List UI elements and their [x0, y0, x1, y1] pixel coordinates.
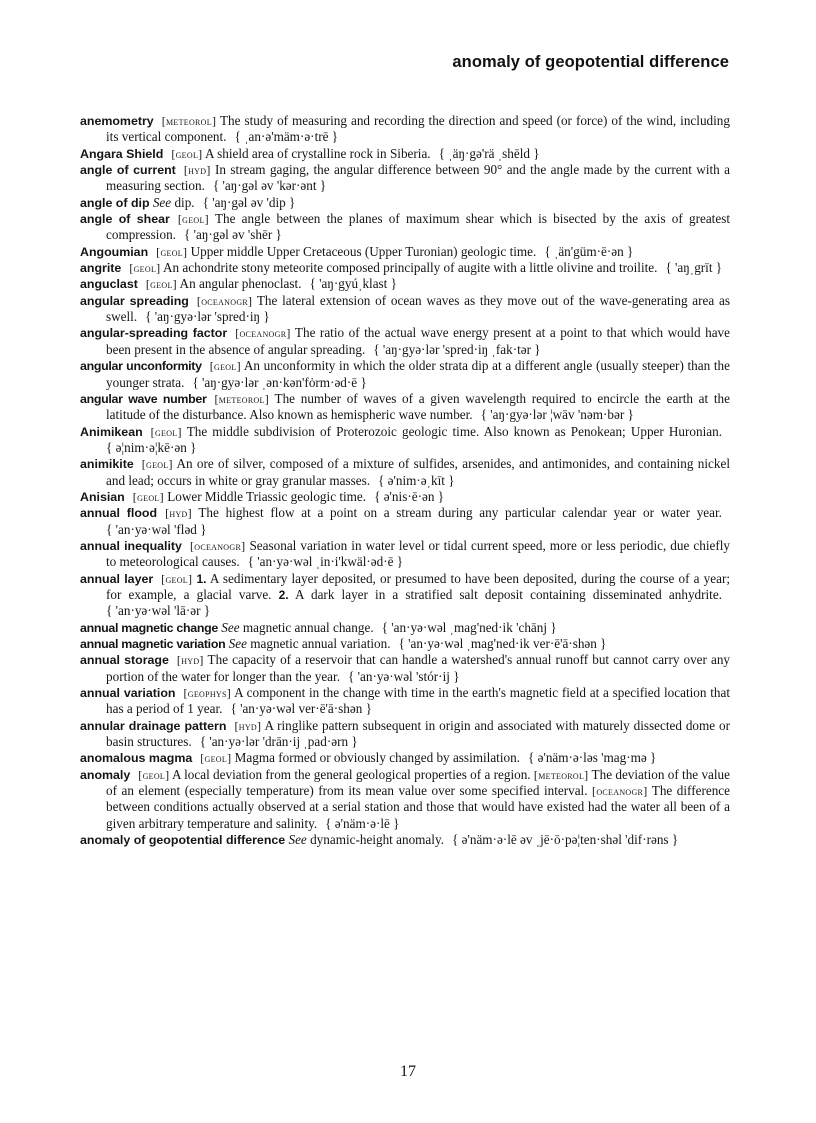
pronunciation: { ə'näm·ə·lē əv ˌjē·ō·pə¦ten·shəl 'dif·rəns }	[452, 832, 679, 848]
field-label: [geol]	[132, 489, 164, 504]
pronunciation: { 'aŋ·gyə·lər ¦wāv 'nəm·bər }	[480, 407, 634, 423]
pronunciation: { 'an·yə·wəl ˌmag'ned·ik ver·ē'ā·shən }	[398, 636, 607, 651]
definition: The lateral extension of ocean waves as they move out of the wave-generating area as swell.	[106, 292, 730, 325]
see-reference-label: See	[228, 636, 247, 651]
pronunciation: { ˌan·ə'mäm·ə·trē }	[234, 129, 339, 145]
field-label: [oceanogr]	[196, 293, 253, 308]
field-label: [meteorol]	[533, 767, 589, 782]
pronunciation: { 'aŋ·gəl əv 'shēr }	[183, 227, 282, 243]
pronunciation: { 'aŋ·gəl əv 'dip }	[202, 194, 296, 210]
see-reference-label: See	[152, 194, 172, 210]
see-reference-label: See	[288, 832, 307, 848]
pronunciation: { 'aŋ·gəl əv 'kər·ənt }	[212, 178, 327, 194]
definition: The deviation of the value of an element (especially temperature) from its mean value over some specified interval.	[106, 766, 731, 799]
field-label: [geol]	[200, 751, 232, 766]
headword: annual flood	[80, 506, 158, 521]
dictionary-entry	[80, 260, 730, 276]
pronunciation: { 'aŋ·gyə·lər ˌən·kən'fȯrm·əd·ē }	[192, 374, 367, 390]
running-head: anomaly of geopotential difference	[452, 53, 729, 71]
pronunciation: { ˌän'güm·ē·ən }	[544, 243, 634, 259]
sense-number: 1.	[196, 571, 207, 586]
headword: anguclast	[80, 277, 138, 292]
definition: The ratio of the actual wave energy present at a point to that which would have been present in the absence of angular spreading.	[106, 325, 730, 357]
headword: annual inequality	[80, 538, 182, 553]
dictionary-entry	[80, 113, 730, 146]
dictionary-entry	[80, 750, 730, 766]
headword: Angoumian	[80, 244, 149, 259]
dictionary-entry	[80, 325, 730, 358]
definition: A sedimentary layer deposited, or presumed to have been deposited, during the course of a year; for example, a glacial varve.	[106, 570, 731, 602]
field-label: [oceanogr]	[189, 538, 246, 553]
definition: The number of waves of a given wavelength required to encircle the earth at the latitude of the disturbance. Also known as hemispheric wave number.	[106, 390, 730, 423]
definition: The angle between the planes of maximum shear which is bisected by the axis of greatest compression.	[106, 211, 730, 243]
headword: annular drainage pattern	[80, 718, 227, 733]
headword: angular-spreading factor	[80, 326, 228, 341]
dictionary-entry	[80, 244, 730, 260]
dictionary-entry	[80, 538, 730, 571]
headword: annual storage	[80, 653, 169, 668]
dictionary-entry	[80, 571, 730, 620]
field-label: [hyd]	[234, 718, 262, 733]
definition: Magma formed or obviously changed by assimilation.	[234, 750, 520, 766]
dictionary-entry	[80, 195, 730, 211]
headword: angular spreading	[80, 293, 189, 308]
headword: angle of shear	[80, 212, 170, 227]
headword: angle of dip	[80, 195, 150, 210]
sense-number: 2.	[278, 587, 289, 602]
dictionary-entry	[80, 391, 730, 424]
dictionary-entry	[80, 162, 730, 195]
field-label: [geol]	[141, 457, 173, 472]
definition: The middle subdivision of Proterozoic geologic time. Also known as Penokean; Upper Huronian.	[186, 423, 722, 439]
dictionary-entry	[80, 424, 730, 457]
pronunciation: { 'aŋ·gyə·lər 'spred·iŋ }	[145, 309, 270, 325]
field-label: [oceanogr]	[235, 326, 291, 341]
dictionary-entry	[80, 685, 730, 718]
dictionary-entry	[80, 293, 730, 326]
field-label: [hyd]	[165, 506, 192, 521]
headword: anomaly	[80, 767, 131, 782]
pronunciation: { 'an·yə·wəl 'stór·ij }	[348, 668, 460, 684]
definition: The highest flow at a point on a stream during any particular calendar year or water year.	[198, 505, 722, 521]
field-label: [geol]	[156, 244, 188, 259]
definition: An unconformity in which the older strata dip at a different angle (usually steeper) than the younger strata.	[106, 358, 731, 390]
definition: A local deviation from the general geological properties of a region.	[172, 766, 531, 782]
field-label: [meteorol]	[214, 391, 270, 406]
dictionary-entry	[80, 718, 730, 751]
pronunciation: { ə¦nim·ə¦kē·ən }	[106, 439, 197, 455]
headword: anomalous magma	[80, 751, 193, 766]
field-label: [meteorol]	[161, 114, 217, 128]
dictionary-entry	[80, 146, 730, 162]
definition: An achondrite stony meteorite composed principally of augite with a little olivine and troilite.	[163, 260, 658, 276]
pronunciation: { 'an·yə·wəl 'fləd }	[106, 521, 207, 537]
dictionary-entry	[80, 489, 730, 505]
definition: Upper middle Upper Cretaceous (Upper Turonian) geologic time.	[190, 243, 537, 259]
headword: annual magnetic variation	[80, 637, 226, 651]
definition: A shield area of crystalline rock in Siberia.	[205, 145, 431, 161]
field-label: [geol]	[145, 277, 177, 292]
field-label: [geol]	[161, 571, 193, 586]
definition: An ore of silver, composed of a mixture of sulfides, arsenides, and antimonides, and containing nickel and lead; occurs in white or gray granular masses.	[106, 456, 730, 488]
field-label: [oceanogr]	[592, 784, 648, 799]
field-label: [geol]	[177, 212, 209, 227]
headword: Angara Shield	[80, 146, 164, 161]
headword: angle of current	[80, 163, 176, 178]
definition: A ringlike pattern subsequent in origin and associated with maturely dissected dome or basin structures.	[106, 717, 730, 750]
pronunciation: { ə'nis·ē·ən }	[374, 488, 445, 504]
headword: Anisian	[80, 489, 125, 504]
dictionary-entry	[80, 505, 730, 538]
pronunciation: { 'aŋˌgrīt }	[665, 260, 723, 276]
headword: Animikean	[80, 424, 143, 439]
definition: The difference between conditions actually observed at a serial station and those that would have existed had the water all been of a given arbitrary temperature and salinity.	[106, 783, 731, 831]
pronunciation: { ə'näm·ə·lē }	[325, 815, 400, 831]
pronunciation: { 'an·yə·lər 'drān·ij ˌpad·ərn }	[199, 734, 358, 750]
cross-reference: magnetic annual variation.	[250, 636, 391, 651]
pronunciation: { 'an·yə·wəl 'lā·ər }	[106, 603, 211, 619]
headword: annual magnetic change	[80, 620, 218, 635]
dictionary-entry	[80, 358, 730, 391]
pronunciation: { ˌäŋ·gə'rä ˌshēld }	[438, 145, 540, 161]
headword: angular unconformity	[80, 359, 202, 374]
definition: A component in the change with time in the earth's magnetic field at a specified location that has a period of 1 year.	[106, 685, 730, 717]
dictionary-entry	[80, 767, 730, 832]
definition: Seasonal variation in water level or tidal current speed, more or less periodic, due chiefly to meteorological causes.	[106, 537, 731, 570]
field-label: [geol]	[209, 359, 241, 374]
field-label: [geol]	[171, 146, 203, 161]
field-label: [geophys]	[183, 686, 232, 701]
definition: The study of measuring and recording the direction and speed (or force) of the wind, including its vertical component.	[106, 113, 730, 145]
pronunciation: { 'aŋ·gyúˌklast }	[309, 276, 397, 292]
entry-list	[80, 113, 730, 848]
cross-reference: dynamic-height anomaly.	[310, 832, 444, 848]
field-label: [geol]	[129, 261, 161, 276]
cross-reference: dip.	[174, 194, 195, 210]
pronunciation: { 'an·yə·wəl ver·ē'ā·shən }	[230, 701, 372, 717]
headword: anemometry	[80, 114, 154, 128]
dictionary-entry	[80, 652, 730, 685]
pronunciation: { 'aŋ·gyə·lər 'spred·iŋ ˌfak·tər }	[373, 341, 541, 357]
pronunciation: { 'an·yə·wəl ˌmag'ned·ik 'chānj }	[381, 619, 557, 635]
pronunciation: { 'an·yə·wəl ˌin·i'kwäl·əd·ē }	[247, 554, 404, 570]
see-reference-label: See	[221, 619, 240, 635]
page-number: 17	[400, 1063, 416, 1080]
definition: A dark layer in a stratified salt deposit containing disseminated anhydrite.	[295, 586, 722, 602]
pronunciation: { ə'näm·ə·ləs 'mag·mə }	[527, 750, 657, 766]
dictionary-entry	[80, 211, 730, 244]
dictionary-entry	[80, 620, 730, 636]
field-label: [geol]	[138, 767, 170, 782]
headword: angular wave number	[80, 391, 207, 406]
headword: annual variation	[80, 686, 176, 701]
field-label: [hyd]	[183, 163, 211, 178]
definition: Lower Middle Triassic geologic time.	[167, 488, 367, 504]
headword: angrite	[80, 261, 122, 276]
dictionary-entry	[80, 276, 730, 292]
cross-reference: magnetic annual change.	[242, 619, 374, 635]
definition: In stream gaging, the angular difference between 90° and the angle made by the current with a measuring section.	[106, 162, 730, 194]
headword: anomaly of geopotential difference	[80, 833, 286, 848]
field-label: [geol]	[150, 424, 182, 439]
dictionary-entry	[80, 832, 730, 848]
headword: animikite	[80, 457, 134, 472]
definition: The capacity of a reservoir that can handle a watershed's annual runoff but cannot carry over any portion of the water for longer than the year.	[106, 652, 731, 684]
dictionary-entry	[80, 636, 730, 652]
headword: annual layer	[80, 571, 154, 586]
dictionary-entry	[80, 456, 730, 489]
pronunciation: { ə'nim·əˌkīt }	[378, 472, 455, 488]
definition: An angular phenoclast.	[179, 276, 302, 292]
field-label: [hyd]	[176, 653, 204, 668]
